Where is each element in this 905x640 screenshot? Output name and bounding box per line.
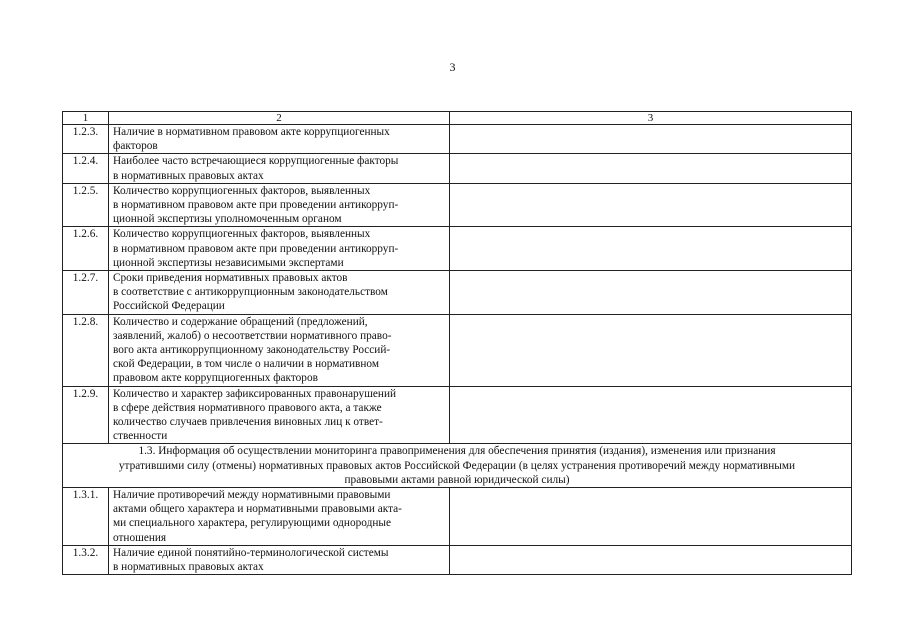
table-row <box>63 271 852 315</box>
row-number: 1.2.3. <box>63 125 109 154</box>
table-row <box>63 227 852 271</box>
row-value <box>450 154 852 183</box>
section-row <box>63 444 852 488</box>
row-indicator: Количество коррупциогенных факторов, выявленных в нормативном правовом акте при проведении антикорруп- ционной экспертизы уполномоченным органом <box>109 183 450 227</box>
row-number: 1.3.1. <box>63 488 109 546</box>
page-number: 3 <box>449 60 456 74</box>
row-indicator: Сроки приведения нормативных правовых актов в соответствие с антикоррупционным законодательством Российской Федерации <box>109 271 450 315</box>
row-value <box>450 125 852 154</box>
row-number: 1.2.9. <box>63 386 109 444</box>
row-number: 1.2.8. <box>63 314 109 386</box>
table-row <box>63 386 852 444</box>
row-indicator: Количество и характер зафиксированных правонарушений в сфере действия нормативного правового акта, а также количество случаев привлечения виновных лиц к ответ- ственности <box>109 386 450 444</box>
row-indicator: Наличие в нормативном правовом акте коррупциогенных факторов <box>109 125 450 154</box>
row-number: 1.2.5. <box>63 183 109 227</box>
row-indicator: Наиболее часто встречающиеся коррупциогенные факторы в нормативных правовых актах <box>109 154 450 183</box>
table-row <box>63 488 852 546</box>
header-col-1: 1 <box>63 112 109 125</box>
row-indicator: Наличие противоречий между нормативными правовыми актами общего характера и нормативными правовыми акта- ми специального характера, регулирующими однородные отношения <box>109 488 450 546</box>
table-row <box>63 125 852 154</box>
table-row <box>63 545 852 574</box>
row-number: 1.2.4. <box>63 154 109 183</box>
header-col-3: 3 <box>450 112 852 125</box>
row-number: 1.3.2. <box>63 545 109 574</box>
row-value <box>450 386 852 444</box>
row-value <box>450 227 852 271</box>
row-indicator: Количество и содержание обращений (предложений, заявлений, жалоб) о несоответствии нормативного право- вого акта антикоррупционному законодательству Россий- ской Федерации, в том числе о наличии в нормативном правовом акте коррупциогенных факторов <box>109 314 450 386</box>
row-number: 1.2.7. <box>63 271 109 315</box>
table-row <box>63 154 852 183</box>
monitoring-table <box>62 111 852 575</box>
row-value <box>450 183 852 227</box>
section-heading: 1.3. Информация об осуществлении мониторинга правоприменения для обеспечения принятия (издания), изменения или признания утратившими силу (отмены) нормативных правовых актов Российской Федерации (в целях устранения противоречий между нормативными правовыми актами равной юридической силы) <box>63 444 852 488</box>
row-value <box>450 488 852 546</box>
row-value <box>450 314 852 386</box>
table-row <box>63 314 852 386</box>
row-value <box>450 271 852 315</box>
row-number: 1.2.6. <box>63 227 109 271</box>
header-col-2: 2 <box>109 112 450 125</box>
table-row <box>63 183 852 227</box>
row-value <box>450 545 852 574</box>
row-indicator: Количество коррупциогенных факторов, выявленных в нормативном правовом акте при проведении антикорруп- ционной экспертизы независимыми экспертами <box>109 227 450 271</box>
header-row <box>63 112 852 125</box>
row-indicator: Наличие единой понятийно-терминологической системы в нормативных правовых актах <box>109 545 450 574</box>
